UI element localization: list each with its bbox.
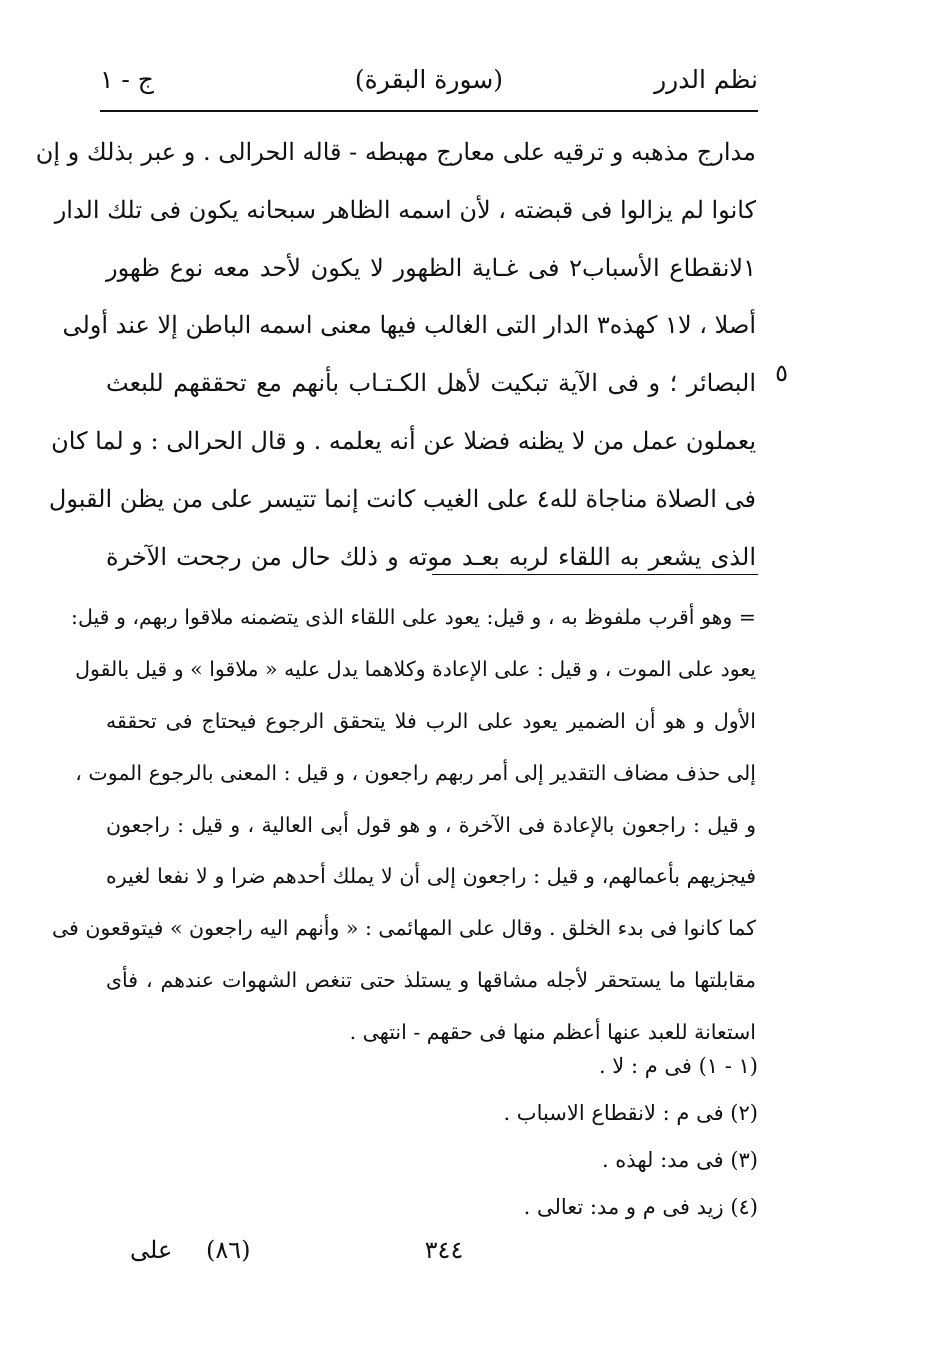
footnote-text [51, 596, 756, 1063]
footnote-line: يعود على الموت ، و قيل : على الإعادة وكلاهما يدل عليه « ملاقوا » و قيل بالقول [75, 656, 756, 681]
volume-label: ج - ١ [100, 65, 154, 94]
running-header [100, 62, 758, 102]
surah-title: (سورة البقرة) [354, 65, 504, 94]
text-line: ١لانقطاع الأسباب٢ فى غـاية الظهور لا يكون لأحد معه نوع ظهور [106, 253, 756, 282]
main-text [35, 128, 756, 590]
footnote-line: مقابلتها ما يستحقر لأجله مشاقها و يستلذ حتى تنغص الشهوات عندهم ، فأى [106, 968, 756, 993]
page-footer [130, 1232, 758, 1272]
page-number: ٣٤٤ [424, 1236, 464, 1264]
variant-note: (٤) زيد فى م و مد: تعالى . [523, 1195, 758, 1219]
signature-mark: (٨٦) [206, 1236, 251, 1264]
footnote-rule [432, 574, 758, 575]
line-number-marker: ٥ [775, 359, 788, 387]
text-line: أصلا ، لا١ كهذه٣ الدار التى الغالب فيها معنى اسمه الباطن إلا عند أولى [62, 311, 756, 340]
variant-note: (١ - ١) فى م : لا . [598, 1054, 758, 1078]
header-rule [100, 110, 758, 112]
text-line: يعملون عمل من لا يظنه فضلا عن أنه يعلمه . و قال الحرالى : و لما كان [51, 426, 756, 455]
footnote-line: استعانة للعبد عنها أعظم منها فى حقهم - انتهى . [349, 1020, 756, 1045]
variant-notes [503, 1046, 758, 1234]
footnote-line: و قيل : راجعون بالإعادة فى الآخرة ، و هو قول أبى العالية ، و قيل : راجعون [106, 812, 756, 837]
footnote-line: فيجزيهم بأعمالهم، و قيل : راجعون إلى أن لا يملك أحدهم ضرا و لا نفعا لغيره [106, 864, 756, 889]
footnote-line: إلى حذف مضاف التقدير إلى أمر ربهم راجعون ، و قيل : المعنى بالرجوع الموت ، [75, 760, 756, 785]
text-line: البصائر ؛ و فى الآية تبكيت لأهل الكـتـاب بأنهم مع تحققهم للبعث [106, 369, 756, 398]
variant-note: (٣) فى مد: لهذه . [601, 1148, 758, 1172]
text-line: كانوا لم يزالوا فى قبضته ، لأن اسمه الظاهر سبحانه يكون فى تلك الدار [54, 195, 756, 224]
text-line: فى الصلاة مناجاة لله٤ على الغيب كانت إنما تتيسر على من يظن القبول [48, 484, 756, 513]
footnote-line: الأول و هو أن الضمير يعود على الرب فلا يتحقق الرجوع فيحتاج فى تحققه [106, 708, 756, 733]
text-line: الذى يشعر به اللقاء لربه بعـد موته و ذلك حال من رجحت الآخرة [106, 542, 756, 571]
catchword: على [130, 1236, 173, 1264]
text-line: مدارج مذهبه و ترقيه على معارج مهبطه - قاله الحرالى . و عبر بذلك و إن [35, 138, 756, 166]
book-title: نظم الدرر [654, 65, 758, 94]
variant-note: (٢) فى م : لانقطاع الاسباب . [503, 1101, 758, 1125]
footnote-line: = وهو أقرب ملفوظ به ، و قيل: يعود على اللقاء الذى يتضمنه ملاقوا ربهم، و قيل: [71, 605, 756, 629]
footnote-line: كما كانوا فى بدء الخلق . وقال على المهائمى : « وأنهم اليه راجعون » فيتوقعون فى [51, 916, 756, 941]
